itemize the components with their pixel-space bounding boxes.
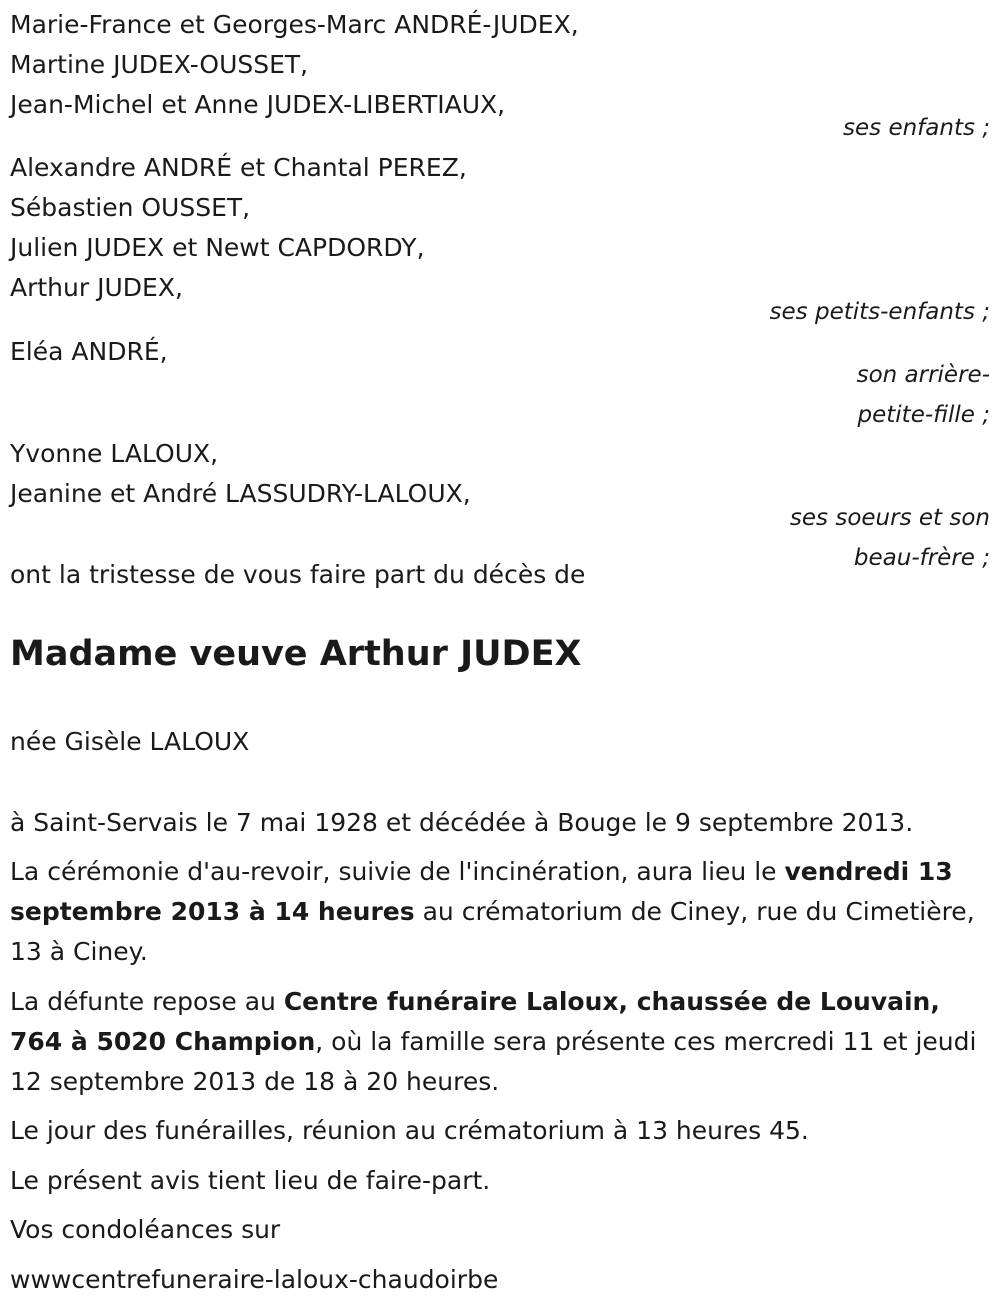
grandchildren-role: ses petits-enfants ; (769, 299, 990, 325)
viewing-paragraph (10, 982, 990, 1102)
ceremony-paragraph (10, 852, 990, 972)
ceremony-text-after: au crématorium de Ciney, rue du Cimetière, 13 à Ciney. (10, 897, 975, 966)
grandchild-name-2: Sébastien OUSSET, (10, 193, 251, 222)
funeral-day-text: Le jour des funérailles, réunion au crématorium à 13 heures 45. (10, 1116, 809, 1145)
viewing-text-after: , où la famille sera présente ces mercredi 11 et jeudi 12 septembre 2013 de 18 à 20 heures. (10, 1027, 977, 1096)
great-grandchild-role-line-2: petite-fille ; (857, 402, 990, 428)
child-name-2: Martine JUDEX-OUSSET, (10, 50, 309, 79)
great-grandchild-role-line-1: son arrière- (856, 362, 990, 388)
maiden-name: née Gisèle LALOUX (10, 727, 250, 756)
viewing-text-before: La défunte repose au (10, 987, 284, 1016)
birth-death-text: à Saint-Servais le 7 mai 1928 et décédée à Bouge le 9 septembre 2013. (10, 808, 914, 837)
grandchild-name-4: Arthur JUDEX, (10, 273, 183, 302)
sibling-name-1: Yvonne LALOUX, (10, 439, 219, 468)
grandchild-name-1: Alexandre ANDRÉ et Chantal PEREZ, (10, 153, 467, 182)
announcement-text: ont la tristesse de vous faire part du décès de (10, 560, 586, 589)
children-role: ses enfants ; (843, 115, 990, 141)
sibling-name-2: Jeanine et André LASSUDRY-LALOUX, (10, 479, 471, 508)
ceremony-date: vendredi 13 septembre 2013 à 14 heures (10, 857, 953, 926)
ceremony-text-before: La cérémonie d'au-revoir, suivie de l'incinération, aura lieu le (10, 857, 785, 886)
viewing-location: Centre funéraire Laloux, chaussée de Louvain, 764 à 5020 Champion (10, 987, 940, 1056)
condolences-website: wwwcentrefuneraire-laloux-chaudoirbe (10, 1265, 499, 1294)
child-name-1: Marie-France et Georges-Marc ANDRÉ-JUDEX, (10, 10, 579, 39)
great-grandchild-name: Eléa ANDRÉ, (10, 337, 168, 366)
child-name-3: Jean-Michel et Anne JUDEX-LIBERTIAUX, (10, 90, 506, 119)
deceased-title: Madame veuve Arthur JUDEX (10, 634, 582, 674)
siblings-role-line-2: beau-frère ; (853, 545, 990, 571)
notice-text: Le présent avis tient lieu de faire-part. (10, 1166, 491, 1195)
condolences-text: Vos condoléances sur (10, 1215, 281, 1244)
grandchild-name-3: Julien JUDEX et Newt CAPDORDY, (10, 233, 425, 262)
siblings-role-line-1: ses soeurs et son (789, 505, 990, 531)
